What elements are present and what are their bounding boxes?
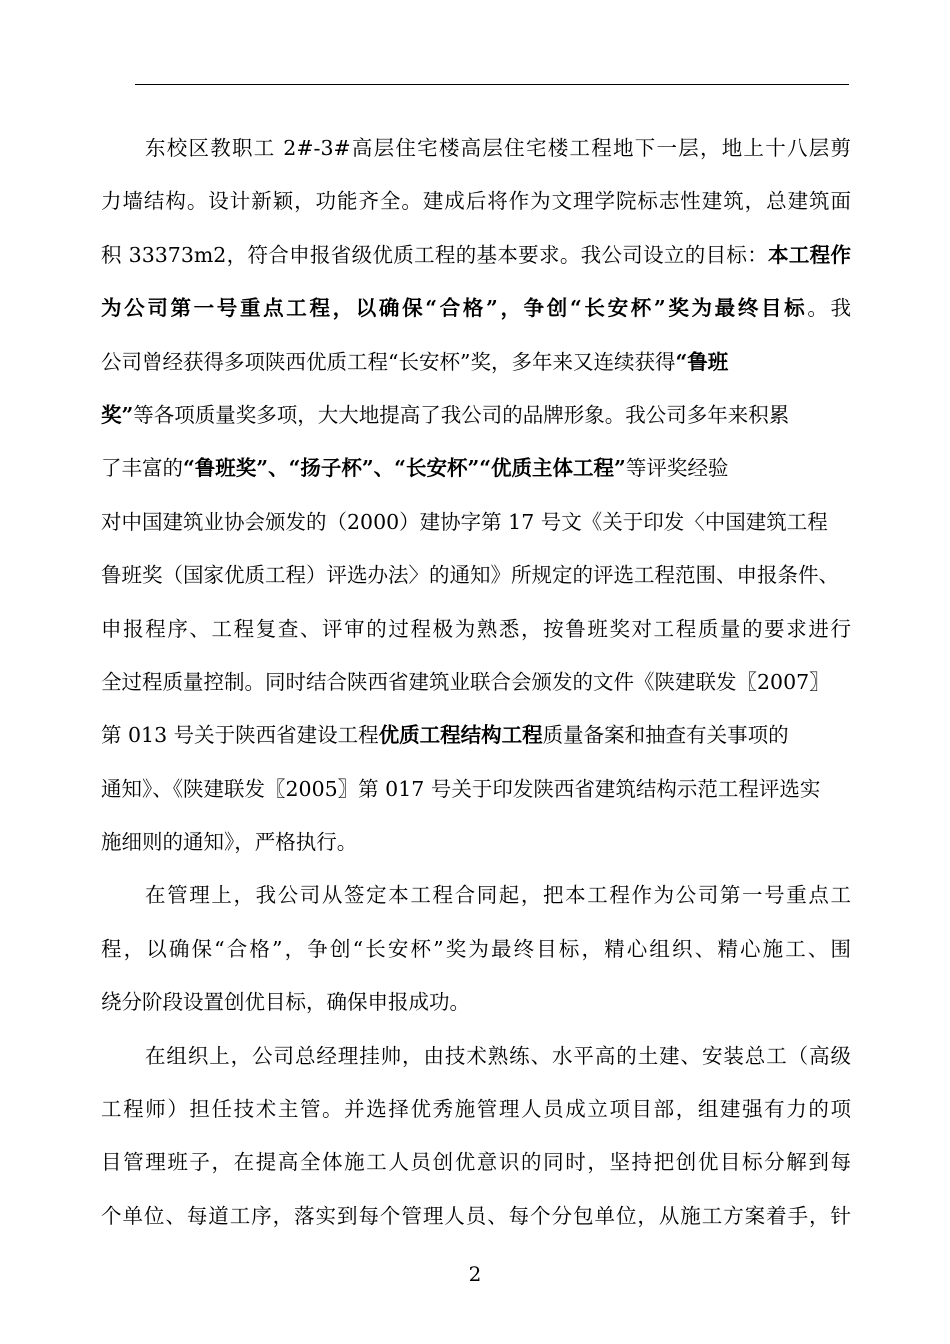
paragraph-1-line-8 xyxy=(101,496,851,549)
paragraph-3-line-1 xyxy=(101,1030,851,1083)
paragraph-1-line-11 xyxy=(101,656,851,709)
bold-text-run: 优质工程结构工程 xyxy=(378,723,543,748)
header-rule xyxy=(135,84,849,85)
text-run: 绕分阶段设置创优目标，确保申报成功。 xyxy=(101,990,470,1015)
paragraph-1-line-9 xyxy=(101,549,851,602)
text-run: 了丰富的 xyxy=(101,456,183,481)
text-run: 等评奖经验 xyxy=(625,456,729,481)
paragraph-1-line-13 xyxy=(101,763,851,816)
paragraph-2-line-2 xyxy=(101,923,851,976)
text-run: 工程师）担任技术主管。并选择优秀施管理人员成立项目部，组建强有力的项 xyxy=(101,1097,851,1122)
text-run: 质量备案和抽查有关事项的 xyxy=(542,723,789,748)
document-body xyxy=(101,122,851,1243)
paragraph-1-line-7 xyxy=(101,442,851,495)
paragraph-1-line-5 xyxy=(101,336,851,389)
text-run: 程，以确保“合格”，争创“长安杯”奖为最终目标，精心组织、精心施工、围 xyxy=(101,936,851,961)
text-run: 力墙结构。设计新颖，功能齐全。建成后将作为文理学院标志性建筑，总建筑面 xyxy=(101,189,851,214)
paragraph-1-line-12 xyxy=(101,709,851,762)
text-run: 。我 xyxy=(807,296,852,321)
paragraph-3-line-4 xyxy=(101,1190,851,1243)
paragraph-1-line-10 xyxy=(101,603,851,656)
paragraph-1-line-14 xyxy=(101,816,851,869)
paragraph-1-line-2 xyxy=(101,175,851,228)
paragraph-1-line-1 xyxy=(101,122,851,175)
paragraph-3-line-2 xyxy=(101,1083,851,1136)
paragraph-1-line-6 xyxy=(101,389,851,442)
text-run: 鲁班奖（国家优质工程）评选办法〉的通知》所规定的评选工程范围、申报条件、 xyxy=(101,563,839,588)
text-run: 通知》、《陕建联发〖2005〗第 017 号关于印发陕西省建筑结构示范工程评选实 xyxy=(101,776,821,801)
page-number: 2 xyxy=(468,1262,482,1286)
bold-text-run: “鲁班 xyxy=(675,349,729,374)
text-run: 东校区教职工 2#-3#高层住宅楼高层住宅楼工程地下一层，地上十八层剪 xyxy=(145,136,851,160)
paragraph-1-line-4 xyxy=(101,282,851,335)
paragraph-3-line-3 xyxy=(101,1136,851,1189)
bold-text-run: 本工程作 xyxy=(768,242,851,267)
paragraph-2-line-1 xyxy=(101,869,851,922)
text-run: 目管理班子，在提高全体施工人员创优意识的同时，坚持把创优目标分解到每 xyxy=(101,1150,851,1175)
text-run: 积 33373m2，符合申报省级优质工程的基本要求。我公司设立的目标： xyxy=(101,242,769,267)
text-run: 全过程质量控制。同时结合陕西省建筑业联合会颁发的文件《陕建联发〖2007〗 xyxy=(101,669,830,694)
text-run: 第 013 号关于陕西省建设工程 xyxy=(101,723,379,748)
text-run: 在组织上，公司总经理挂帅，由技术熟练、水平高的土建、安装总工（高级 xyxy=(145,1043,851,1068)
text-run: 个单位、每道工序，落实到每个管理人员、每个分包单位，从施工方案着手，针 xyxy=(101,1203,851,1228)
text-run: 公司曾经获得多项陕西优质工程“长安杯”奖，多年来又连续获得 xyxy=(101,349,676,374)
text-run: 在管理上，我公司从签定本工程合同起，把本工程作为公司第一号重点工 xyxy=(145,883,851,908)
text-run: 施细则的通知》，严格执行。 xyxy=(101,830,358,855)
bold-text-run: 奖” xyxy=(101,402,134,427)
bold-text-run: “鲁班奖”、“扬子杯”、“长安杯”“优质主体工程” xyxy=(183,456,626,481)
text-run: 等各项质量奖多项，大大地提高了我公司的品牌形象。我公司多年来积累 xyxy=(133,402,790,427)
bold-text-run: 为公司第一号重点工程，以确保“合格”，争创“长安杯”奖为最终目标 xyxy=(101,296,808,321)
text-run: 对中国建筑业协会颁发的（2000）建协字第 17 号文《关于印发〈中国建筑工程 xyxy=(101,509,828,534)
text-run: 申报程序、工程复查、评审的过程极为熟悉，按鲁班奖对工程质量的要求进行 xyxy=(101,616,851,641)
paragraph-2-line-3 xyxy=(101,976,851,1029)
paragraph-1-line-3 xyxy=(101,229,851,282)
